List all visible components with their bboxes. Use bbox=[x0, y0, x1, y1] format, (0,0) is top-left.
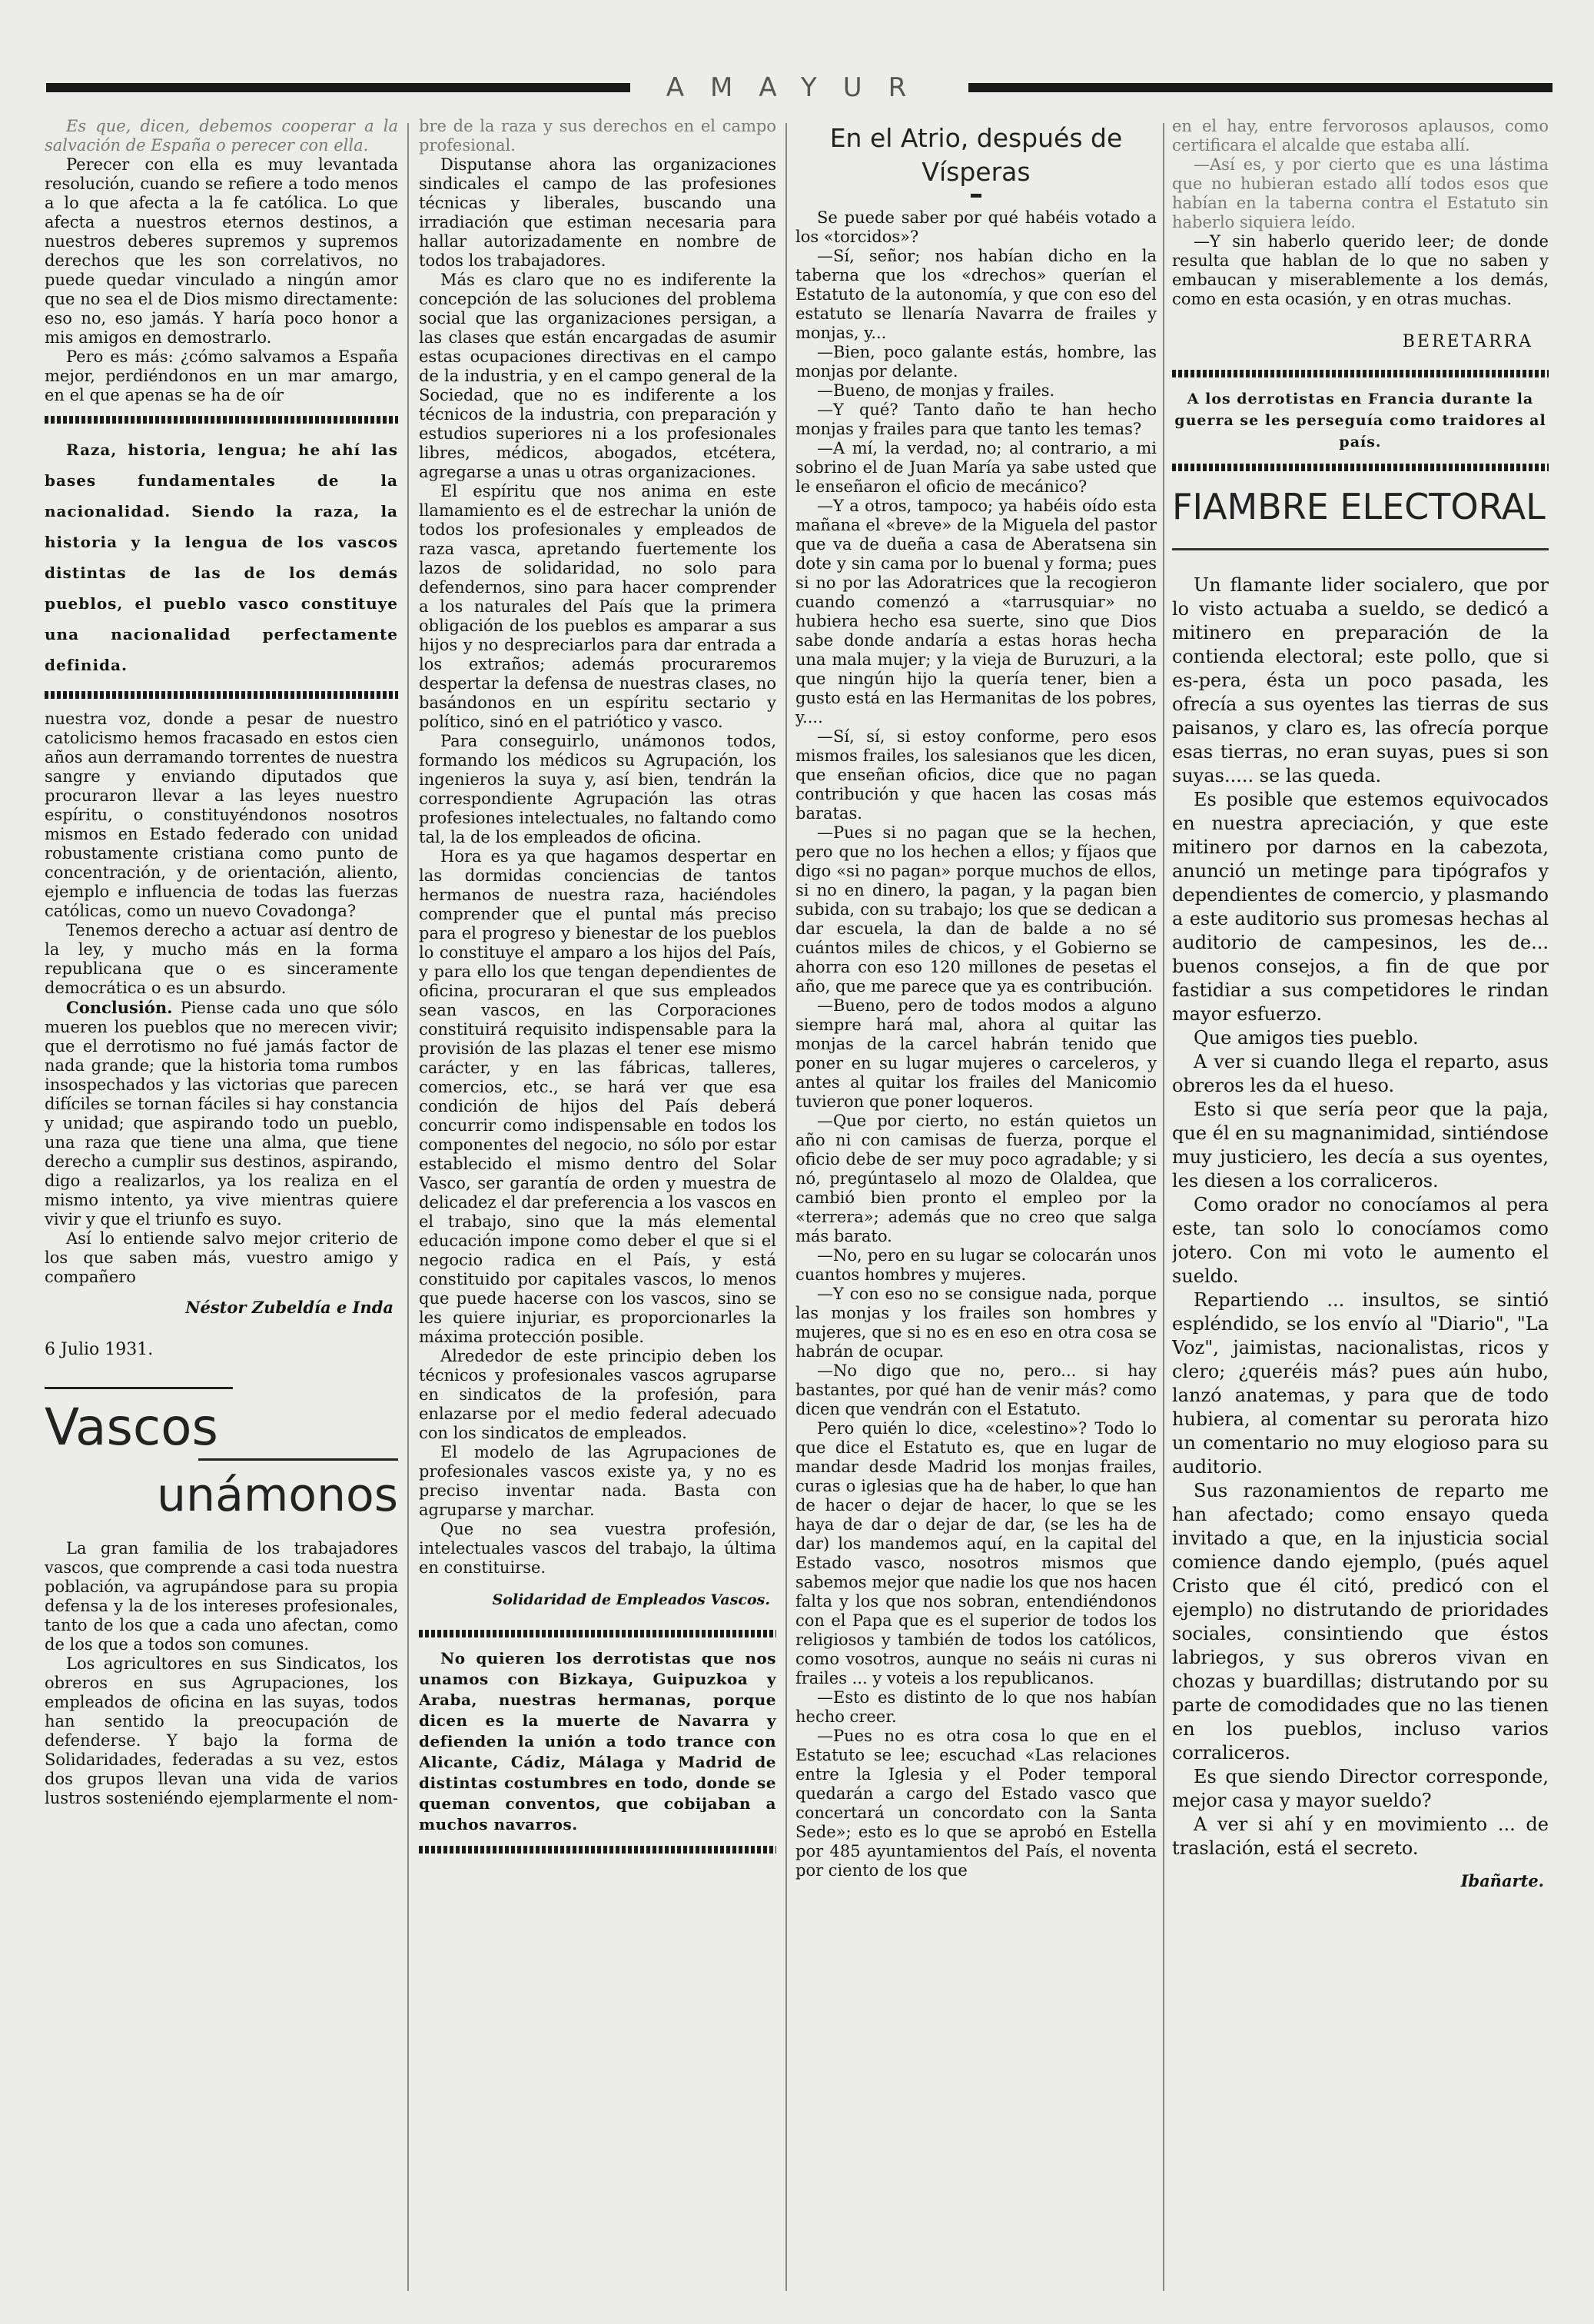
article-paragraph: Es que siendo Director corresponde, mejor casa y mayor sueldo? bbox=[1172, 1766, 1549, 1811]
dialogue-line: —Bien, poco galante estás, hombre, las monjas por delante. bbox=[795, 343, 1157, 381]
dialogue-line: —Y qué? Tanto daño te han hecho monjas y frailes para que tanto les temas? bbox=[795, 401, 1157, 438]
boxed-notice: No quieren los derrotistas que nos unamos con Bizkaya, Guipuzkoa y Araba, nuestras hermanas, porque dicen es la muerte de Navarra y defienden la unión a todo trance con Alicante, Cádiz, Málaga y Madrid de distintas costumbres en todo, donde se queman conventos, que cobijaban a muchos navarros. bbox=[419, 1649, 776, 1834]
column-divider bbox=[407, 123, 409, 2291]
dialogue-line: —Pues no es otra cosa lo que en el Estatuto se lee; escuchad «Las relaciones entre la Iglesia y el Poder temporal quedarán a cargo del Estado vasco que concertará un concordato con la Santa Sede»; esto es lo que se aprobó en Estella por 485 ayuntamientos del País, el noventa por ciento de los que bbox=[795, 1727, 1157, 1880]
column-1 bbox=[45, 117, 398, 2292]
headline-vascos: Vascos bbox=[45, 1398, 218, 1457]
article-paragraph: Más es claro que no es indiferente la concepción de las soluciones del problema social que las organizaciones persigan, a las clases que están encargadas de asumir estas ocupaciones directivas en el campo de la industria, y en el campo general de la Sociedad, que no es indiferente a los técnicos de la industria, con preparación y estudios superiores ni a los profesionales libres, médicos, abogados, etcétera, agregarse a unas u otras organizaciones. bbox=[419, 271, 776, 481]
article-paragraph: A ver si cuando llega el reparto, asus obreros les da el hueso. bbox=[1172, 1051, 1549, 1096]
dialogue-line: —No digo que no, pero... si hay bastantes, por qué han de venir más? como dicen que vendrán con el Estatuto. bbox=[795, 1361, 1157, 1418]
separator-rule bbox=[1172, 464, 1549, 471]
dialogue-line: —Que por cierto, no están quietos un año ni con camisas de fuerza, porque el oficio debe de ser muy poco agradable; y si nó, pregúntaselo al mozo de Olaldea, que cambió bien pronto el empleo por la «terrera»; además que no creo que salga más barato. bbox=[795, 1112, 1157, 1245]
article-paragraph: A ver si ahí y en movimiento ... de traslación, está el secreto. bbox=[1172, 1814, 1549, 1859]
conclusion-text: Piense cada uno que sólo mueren los pueblos que no merecen vivir; que el derrotismo no fué jamás factor de nada grande; que la historia toma rumbos insospechados y las victorias que parecen difíciles se tornan fáciles si hay constancia y unidad; que aspirando todo un pueblo, una raza que tiene una alma, que tiene derecho a cumplir sus destinos, aspirando, digo a realizarlos, ya los realiza en el mismo intento, ya vive mientras quiere vivir y que el triunfo es suyo. bbox=[45, 999, 398, 1228]
article-paragraph: bre de la raza y sus derechos en el campo profesional. bbox=[419, 117, 776, 155]
boxed-notice: A los derrotistas en Francia durante la guerra se les perseguía como traidores al país. bbox=[1174, 391, 1546, 451]
article-paragraph: Disputanse ahora las organizaciones sindicales el campo de las profesiones técnicas y liberales, buscando una irradiación que estiman necesaria para hallar autorizadamente en nombre de todos los trabajadores. bbox=[419, 155, 776, 270]
article-paragraph: Para conseguirlo, unámonos todos, formando los médicos su Agrupación, los ingenieros la suya y, así bien, tendrán la correspondiente Agrupación las otras profesiones intelectuales, no faltando como tal, la de los empleados de oficina. bbox=[419, 732, 776, 846]
article-paragraph: El espíritu que nos anima en este llamamiento es el de estrechar la unión de todos los profesionales y empleados de raza vasca, apretando fuertemente los lazos de solidaridad, no solo para defendernos, sino para hacer comprender a los naturales del País que la primera obligación de los pueblos es amparar a sus hijos y no despreciarlos para dar entrada a los extraños; además procuraremos despertar la defensa de nuestras clases, no basándonos en un espíritu sectario y político, sinó en el patriótico y vasco. bbox=[419, 482, 776, 731]
masthead-rule-left bbox=[46, 83, 630, 92]
dialogue-line: —No, pero en su lugar se colocarán unos cuantos hombres y mujeres. bbox=[795, 1246, 1157, 1284]
separator-rule bbox=[45, 416, 398, 424]
article-date: 6 Julio 1931. bbox=[45, 1340, 154, 1359]
article-paragraph: Así lo entiende salvo mejor criterio de los que saben más, vuestro amigo y compañero bbox=[45, 1229, 398, 1286]
headline-fiambre: FIAMBRE ELECTORAL bbox=[1172, 486, 1546, 527]
headline-rule bbox=[198, 1458, 398, 1461]
dialogue-line: —Y sin haberlo querido leer; de donde resulta que hablan de lo que no saben y embaucan y miserablemente a los demás, como en esta ocasión, y en otras muchas. bbox=[1172, 232, 1549, 308]
dialogue-line: —Esto es distinto de lo que nos habían hecho creer. bbox=[795, 1688, 1157, 1726]
headline-rule bbox=[45, 1387, 233, 1389]
article-body bbox=[1172, 574, 1549, 1860]
dialogue-line: —Así es, y por cierto que es una lástima que no hubieran estado allí todos esos que habían en la taberna contra el Estatuto sin haberlo siquiera leído. bbox=[1172, 155, 1549, 231]
article-paragraph bbox=[45, 998, 398, 1229]
dialogue-line: —Pues si no pagan que se la hechen, pero que no los hechen a ellos; y fíjaos que digo «si no pagan» porque muchos de ellos, si no en dinero, la pagan, y la pagan bien subida, con su trabajo; los que se dedican a dar escuela, la dan de balde a no sé cuántos miles de chicos, y el Gobierno se ahorra con eso 120 millones de pesetas el año, que me parece que ya es contribución. bbox=[795, 823, 1157, 996]
article-paragraph: nuestra voz, donde a pesar de nuestro catolicismo hemos fracasado en estos cien años aun derramando torrentes de nuestra sangre y enviando diputados que procuraron llevar a las leyes nuestro espíritu, o constituyéndonos nosotros mismos en Estado federado con unidad robustamente cristiana como punto de concentración, y de orientación, aliento, ejemplo e influencia de todas las fuerzas católicas, como un nuevo Covadonga? bbox=[45, 710, 398, 920]
article-paragraph: Los agricultores en sus Sindicatos, los obreros en sus Agrupaciones, los empleados de oficina en las suyas, todos han sentido la preocupación de defenderse. Y bajo la forma de Solidaridades, federadas a su vez, estos dos grupos llevan una vida de varios lustros sosteniéndo ejemplarmente el nom- bbox=[45, 1654, 398, 1807]
article-paragraph: Esto si que sería peor que la paja, que él en su magnanimidad, sintiéndose muy justiciero, les decía a sus oyentes, les diesen a los corraliceros. bbox=[1172, 1099, 1549, 1192]
column-4 bbox=[1172, 117, 1549, 2292]
headline-atrio: En el Atrio, después de Vísperas bbox=[829, 123, 1123, 187]
article-intro: Es que, dicen, debemos cooperar a la salvación de España o perecer con ella. bbox=[45, 117, 398, 155]
dialogue-line: —Y a otros, tampoco; ya habéis oído esta mañana el «breve» de la Miguela del pastor que va de dueña a casa de Aberatsena sin dote y sin cama por lo buenal y forma; pues si no por las Adoratrices que la recogieron cuando comenzó a «tarrusquiar» no hubiera hecho esa suerte, sino que Dios sabe donde andaría a estas horas hecha una mala mujer; y la vieja de Buruzuri, a la que ningún hijo la quería tener, bien a gusto está en las Hermanitas de los pobres, y.... bbox=[795, 497, 1157, 726]
masthead bbox=[46, 71, 1552, 105]
article-paragraph: Que amigos ties pueblo. bbox=[1194, 1027, 1419, 1049]
article-paragraph: Perecer con ella es muy levantada resolución, cuando se refiere a todo menos a lo que afecta a la fe católica. Lo que afecta a nuestros eternos destinos, a nuestros deberes supremos y supremos derechos que les son correlativos, no puede quedar vinculado a ningún amor que no sea el de Dios mismo directamente: eso no, eso jamás. Y haría poco honor a mis amigos en demostrarlo. bbox=[45, 155, 398, 347]
author-signature: BERETARRA bbox=[1402, 332, 1533, 351]
dialogue-line: Se puede saber por qué habéis votado a los «torcidos»? bbox=[795, 208, 1157, 246]
article-paragraph: Tenemos derecho a actuar así dentro de la ley, y mucho más en la forma republicana que o es sinceramente democrática o es un absurdo. bbox=[45, 921, 398, 997]
column-2 bbox=[419, 117, 776, 2292]
article-paragraph: Hora es ya que hagamos despertar en las dormidas conciencias de tantos hermanos de nuestra raza, haciéndoles comprender que el puntal más preciso para el progreso y bienestar de los pueblos lo constituye el amparo a los hijos del País, y para ello los que tengan dependientes de oficina, procuraran el que sus empleados sean vascos, en las Corporaciones constituirá requisito indispensable para la provisión de las plazas el tener ese mismo carácter, y en las fábricas, talleres, comercios, etc., se hará ver que esa condición de hijos del País deberá concurrir como indispensable en todos los componentes del negocio, no sólo por estar establecido el mismo dentro del Solar Vasco, ser garantía de orden y muestra de delicadez el dar preferencia a los vascos en el trabajo, sino que la más elemental educación impone como deber el que si el negocio radica en el País, y está constituido por capitales vascos, lo menos que puede hacerse con los vascos, sino se les quiere injuriar, es proporcionarles la máxima protección posible. bbox=[419, 847, 776, 1346]
dialogue-line: —Bueno, pero de todos modos a alguno siempre hará mal, ahora al quitar las monjas de la carcel habrán tenido que poner en su lugar mujeres o carceleros, y antes al quitar los frailes del Manicomio tuvieron que poner loqueros. bbox=[795, 996, 1157, 1111]
column-divider bbox=[785, 123, 787, 2291]
dialogue-line: —Sí, sí, si estoy conforme, pero esos mismos frailes, los salesianos que les dicen, que enseñan oficios, dice que no pagan contribución y que hacen las cosas más baratas. bbox=[795, 727, 1157, 823]
column-divider bbox=[1163, 123, 1164, 2291]
dialogue-line: —Bueno, de monjas y frailes. bbox=[817, 381, 1055, 400]
conclusion-lead: Conclusión. bbox=[66, 998, 173, 1017]
organization-signature: Solidaridad de Empleados Vascos. bbox=[492, 1591, 770, 1608]
headline-ornament bbox=[971, 194, 981, 198]
article-paragraph: El modelo de las Agrupaciones de profesionales vascos existe ya, y no es preciso inventar nada. Basta con agruparse y marchar. bbox=[419, 1443, 776, 1519]
column-3 bbox=[795, 117, 1157, 2292]
headline-unamonos: unámonos bbox=[157, 1468, 398, 1522]
article-paragraph: Es posible que estemos equivocados en nuestra apreciación, y que este mitinero por darnos en la cabezota, anunció un metinge para tipógrafos y dependientes de comercio, y plasmando a este auditorio sus promesas hechas al auditorio de campesinos, les de... buenos consejos, a fin de que por fastidiar a sus competidores le rindan mayor esfuerzo. bbox=[1172, 789, 1549, 1025]
article-paragraph: Repartiendo ... insultos, se sintió espléndido, se los envío al "Diario", "La Voz", jaimistas, nacionalistas, ricos y clero; ¿queréis más? pues aún hubo, lanzó anatemas, y para que de todo hubiera, al comentar su perorata hizo un comentario no muy elogioso para su auditorio. bbox=[1172, 1289, 1549, 1478]
dialogue-line: —Sí, señor; nos habían dicho en la taberna que los «drechos» querían el Estatuto de la autonomía, y que con eso del estatuto se llenaría Navarra de frailes y monjas, y... bbox=[795, 247, 1157, 342]
article-paragraph: Como orador no conocíamos al pera este, tan solo lo conocíamos como jotero. Con mi voto le aumento el sueldo. bbox=[1172, 1194, 1549, 1287]
article-paragraph: La gran familia de los trabajadores vascos, que comprende a casi toda nuestra población, va agrupándose para su propia defensa y la de los intereses profesionales, tanto de los que a cada uno afectan, como de los que a todos son comunes. bbox=[45, 1539, 398, 1654]
article-paragraph: Pero es más: ¿cómo salvamos a España mejor, perdiéndonos en un mar amargo, en el que apenas se ha de oír bbox=[45, 347, 398, 404]
dialogue-line: —Y con eso no se consigue nada, porque las monjas y los frailes son hombres y mujeres, que si no es en eso en otra cosa se habrán de ocupar. bbox=[795, 1285, 1157, 1361]
separator-rule bbox=[419, 1846, 776, 1854]
separator-rule bbox=[1172, 370, 1549, 377]
article-paragraph: Un flamante lider socialero, que por lo visto actuaba a sueldo, se dedicó a mitinero en preparación de la contienda electoral; este pollo, que si es-pera, ésta un poco pasada, les ofrecía a sus oyentes las tierras de sus paisanos, y claro es, las ofrecía porque esas tierras, no eran suyas, pues si son suyas..... se las queda. bbox=[1172, 574, 1549, 786]
headline-rule bbox=[1172, 548, 1549, 550]
masthead-rule-right bbox=[968, 83, 1552, 92]
author-signature: Néstor Zubeldía e Inda bbox=[185, 1298, 394, 1317]
dialogue-line: en el hay, entre fervorosos aplausos, como certificara el alcalde que estaba allí. bbox=[1172, 117, 1549, 155]
article-paragraph: Sus razonamientos de reparto me han afectado; como ensayo queda invitado a que, en la injusticia social comience dando ejemplo, (pués aquel Cristo que él citó, predicó con el ejemplo) no distrutando de prioridades sociales, consintiendo que éstos labriegos, y sus obreros vivan en chozas y buardillas; distrutando por su parte de comodidades que no las tienen en los pueblos, incluso varios corraliceros. bbox=[1172, 1480, 1549, 1764]
dialogue-line: —A mí, la verdad, no; al contrario, a mi sobrino el de Juan María ya sabe usted que le enseñaron el oficio de mecánico? bbox=[795, 439, 1157, 496]
author-signature: Ibañarte. bbox=[1460, 1871, 1544, 1890]
boxed-quote bbox=[45, 434, 398, 680]
dialogue-line: Pero quién lo dice, «celestino»? Todo lo que dice el Estatuto es, que en lugar de mandar desde Madrid los monjas frailes, curas o iglesias que ha de haber, lo que han de hacer o dejar de hacer, lo que se les haya de dar o dejar de dar, (se les ha de dar) los mandemos aquí, en la capital del Estado vasco, nosotros mismos que sabemos mejor que nadie los que nos hacen falta y los que nos sobran, entendiéndonos con el Papa que es el superior de todos los religiosos y también de todos los católicos, como vosotros, aunque no seáis ni curas ni frailes ... y voteis a los republicanos. bbox=[795, 1419, 1157, 1687]
article-paragraph: Que no sea vuestra profesión, intelectuales vascos del trabajo, la última en constituirse. bbox=[419, 1520, 776, 1577]
separator-rule bbox=[45, 691, 398, 699]
article-paragraph: Alrededor de este principio deben los técnicos y profesionales vascos agruparse en sindicatos de la profesión, para enlazarse por el medio federal adecuado con los sindicatos de empleados. bbox=[419, 1347, 776, 1442]
boxed-quote-text: Raza, historia, lengua; he ahí las bases fundamentales de la nacionalidad. Siendo la raza, la historia y la lengua de los vascos distintas de las de los demás pueblos, el pueblo vasco constituye una nacionalidad perfectamente definida. bbox=[45, 441, 398, 674]
separator-rule bbox=[419, 1630, 776, 1637]
masthead-title: AMAYUR bbox=[666, 72, 933, 103]
